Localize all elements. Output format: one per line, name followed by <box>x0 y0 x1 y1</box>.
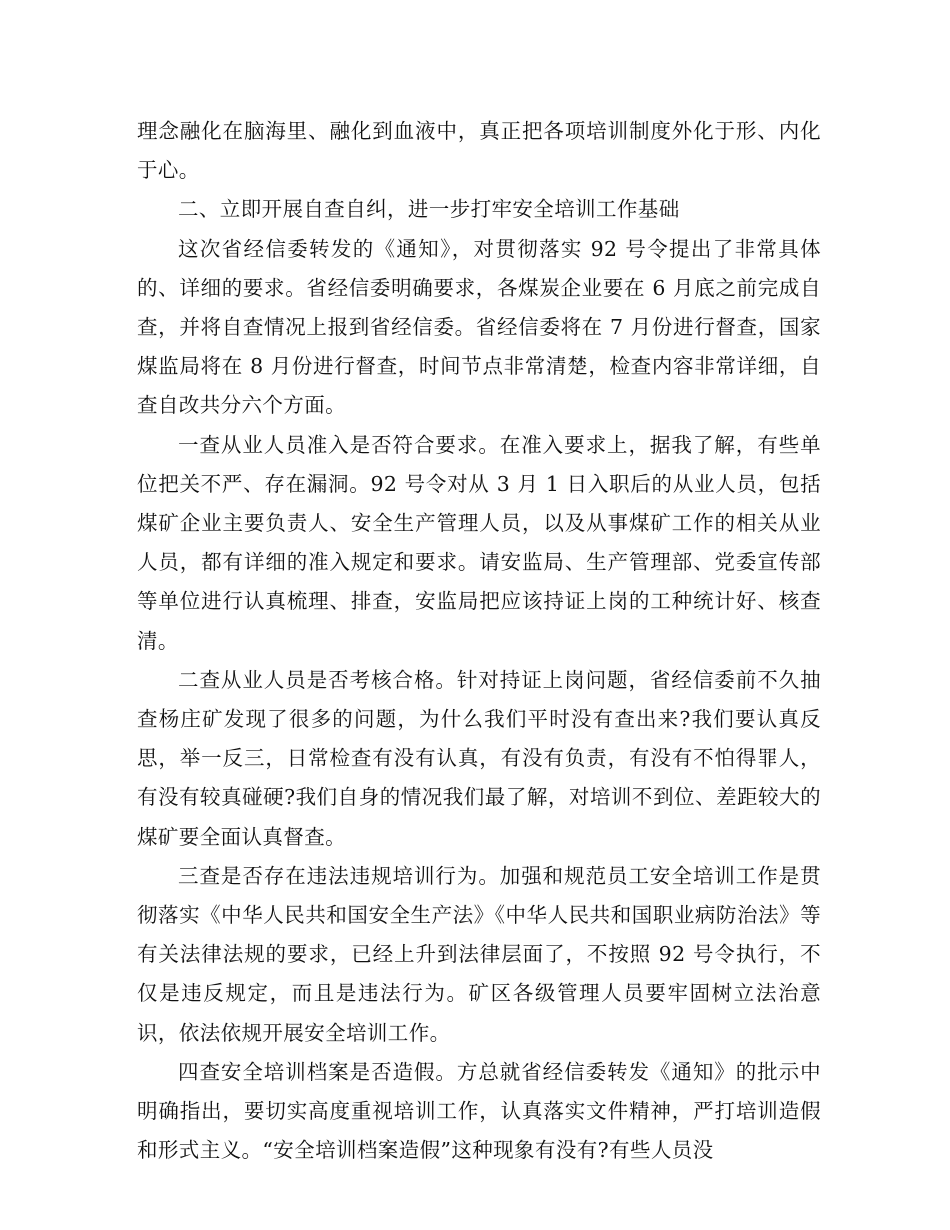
paragraph-continuation: 理念融化在脑海里、融化到血液中，真正把各项培训制度外化于形、内化于心。 <box>137 119 821 183</box>
paragraph-check-one: 一查从业人员准入是否符合要求。在准入要求上，据我了解，有些单位把关不严、存在漏洞。92 号令对从 3 月 1 日入职后的从业人员，包括煤矿企业主要负责人、安全生产管理人员，以及从事煤矿工作的相关从业人员，都有详细的准入规定和要求。请安监局、生产管理部、党委宣传部等单位进行认真梳理、排查，安监局把应该持证上岗的工种统计好、核查清。 <box>137 432 821 653</box>
paragraph-check-four: 四查安全培训档案是否造假。方总就省经信委转发《通知》的批示中明确指出，要切实高度重视培训工作，认真落实文件精神，严打培训造假和形式主义。“安全培训档案造假”这种现象有没有?有些人员没 <box>137 1059 821 1163</box>
section-heading: 二、立即开展自查自纠，进一步打牢安全培训工作基础 <box>178 197 680 222</box>
paragraph-notice: 这次省经信委转发的《通知》，对贯彻落实 92 号令提出了非常具体的、详细的要求。省经信委明确要求，各煤炭企业要在 6 月底之前完成自查，并将自查情况上报到省经信委。省经信委将在 7 月份进行督查，国家煤监局将在 8 月份进行督查，时间节点非常清楚，检查内容非常详细，自查自改共分六个方面。 <box>137 236 821 418</box>
paragraph-check-three: 三查是否存在违法违规培训行为。加强和规范员工安全培训工作是贯彻落实《中华人民共和国安全生产法》《中华人民共和国职业病防治法》等有关法律法规的要求，已经上升到法律层面了，不按照 92 号令执行，不仅是违反规定，而且是违法行为。矿区各级管理人员要牢固树立法治意识，依法依规开展安全培训工作。 <box>137 863 821 1045</box>
paragraph-check-two: 二查从业人员是否考核合格。针对持证上岗问题，省经信委前不久抽查杨庄矿发现了很多的问题，为什么我们平时没有查出来?我们要认真反思，举一反三，日常检查有没有认真，有没有负责，有没有不怕得罪人，有没有较真碰硬?我们自身的情况我们最了解，对培训不到位、差距较大的煤矿要全面认真督查。 <box>137 667 821 849</box>
document-body <box>137 112 821 1170</box>
